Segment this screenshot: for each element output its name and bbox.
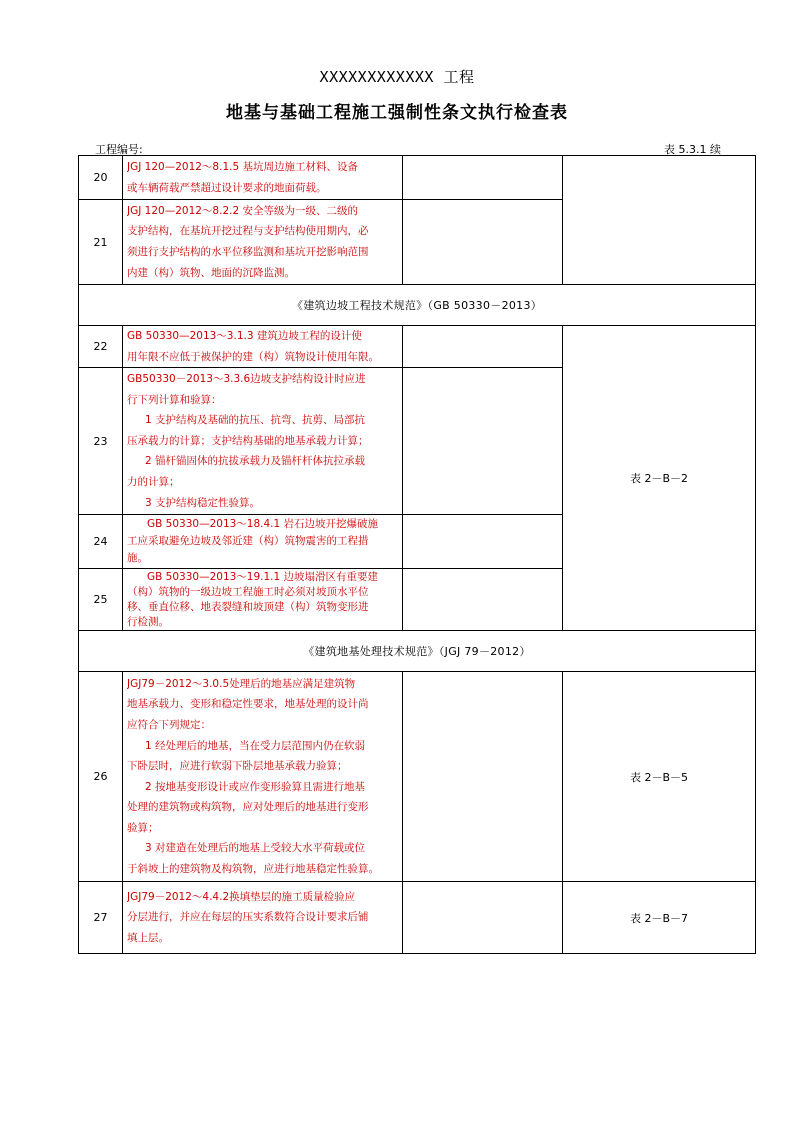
- clause-line: 行检测。: [127, 615, 169, 628]
- check-cell[interactable]: [403, 882, 563, 954]
- clause-line: 须进行支护结构的水平位移监测和基坑开挖影响范围: [127, 246, 369, 258]
- row-number: 26: [79, 672, 123, 882]
- ref-cell: [563, 156, 756, 285]
- clause-text: [123, 368, 403, 515]
- table-number: 表 5.3.1 续: [664, 143, 721, 156]
- clause-line: 3 对建造在处理后的地基上受较大水平荷载或位: [145, 842, 366, 855]
- clause-line: 移、垂直位移、地表裂缝和坡顶建（构）筑物变形进: [127, 600, 369, 613]
- clause-line: 力的计算；: [127, 476, 180, 489]
- clause-line: 3 支护结构稳定性验算。: [145, 496, 261, 509]
- clause-line: JGJ79－2012～3.0.5处理后的地基应满足建筑物: [127, 677, 356, 690]
- clause-line: 工应采取避免边坡及邻近建（构）筑物震害的工程措: [127, 535, 369, 548]
- clause-line: JGJ 120—2012～8.1.5 基坑周边施工材料、设备: [127, 160, 358, 173]
- ref-table: 表 2－B－2: [563, 326, 756, 631]
- clause-text: [123, 672, 403, 882]
- clause-line: （构）筑物的一级边坡工程施工时必须对坡顶水平位: [127, 585, 369, 598]
- clause-line: 内建（构）筑物、地面的沉降监测。: [127, 266, 295, 279]
- section-row: [79, 285, 756, 326]
- check-cell[interactable]: [403, 200, 563, 285]
- clause-line: GB 50330—2013～3.1.3 建筑边坡工程的设计使: [127, 330, 362, 342]
- row-number: 20: [79, 156, 123, 200]
- section-heading: 《建筑地基处理技术规范》（JGJ 79－2012）: [79, 631, 756, 672]
- clause-line: 1 经处理后的地基，当在受力层范围内仍在软弱: [145, 739, 366, 752]
- row-number: 21: [79, 200, 123, 285]
- section-heading: 《建筑边坡工程技术规范》（GB 50330－2013）: [79, 285, 756, 326]
- row-number: 23: [79, 368, 123, 515]
- section-row: [79, 631, 756, 672]
- check-cell[interactable]: [403, 569, 563, 631]
- clause-line: 应符合下列规定：: [127, 718, 211, 731]
- clause-line: 1 支护结构及基础的抗压、抗弯、抗剪、局部抗: [145, 414, 366, 427]
- row-number: 22: [79, 326, 123, 368]
- clause-text: [123, 200, 403, 285]
- check-cell[interactable]: [403, 326, 563, 368]
- check-cell[interactable]: [403, 368, 563, 515]
- clause-text: [123, 156, 403, 200]
- clause-line: 分层进行，并应在每层的压实系数符合设计要求后铺: [127, 911, 369, 924]
- clause-line: 验算；: [127, 821, 159, 834]
- form-title: 地基与基础工程施工强制性条文执行检查表: [226, 103, 568, 123]
- clause-line: 行下列计算和验算：: [127, 393, 222, 406]
- check-cell[interactable]: [403, 672, 563, 882]
- ref-table: 表 2－B－7: [563, 882, 756, 954]
- clause-line: GB 50330—2013～18.4.1 岩石边坡开挖爆破施: [147, 518, 379, 531]
- project-title: XXXXXXXXXXXX 工程: [319, 68, 475, 86]
- clause-line: 或车辆荷载严禁超过设计要求的地面荷载。: [127, 181, 327, 194]
- clause-line: GB 50330—2013～19.1.1 边坡塌滑区有重要建: [147, 570, 379, 583]
- clause-line: 支护结构，在基坑开挖过程与支护结构使用期内，必: [127, 225, 369, 238]
- clause-line: JGJ 120—2012～8.2.2 安全等级为一级、二级的: [127, 204, 358, 217]
- row-number: 27: [79, 882, 123, 954]
- clause-text: [123, 326, 403, 368]
- project-no-label: 工程编号:: [95, 143, 143, 156]
- clause-line: 于斜坡上的建筑物及构筑物，应进行地基稳定性验算。: [127, 863, 379, 876]
- check-cell[interactable]: [403, 156, 563, 200]
- clause-line: 2 按地基变形设计或应作变形验算且需进行地基: [145, 780, 366, 793]
- clause-line: 处理的建筑物或构筑物，应对处理后的地基进行变形: [127, 801, 369, 814]
- clause-line: 压承载力的计算；支护结构基础的地基承载力计算；: [127, 434, 369, 447]
- clause-line: GB50330－2013～3.3.6边坡支护结构设计时应进: [127, 373, 366, 386]
- table-row: [79, 882, 756, 954]
- clause-line: 用年限不应低于被保护的建（构）筑物设计使用年限。: [127, 350, 379, 363]
- inspection-table: [78, 155, 756, 954]
- row-number: 24: [79, 515, 123, 569]
- clause-line: 施。: [127, 552, 148, 565]
- table-row: [79, 672, 756, 882]
- clause-line: 下卧层时，应进行软弱下卧层地基承载力验算；: [127, 760, 348, 773]
- ref-table: 表 2－B－5: [563, 672, 756, 882]
- clause-line: JGJ79－2012～4.4.2换填垫层的施工质量检验应: [127, 890, 356, 903]
- clause-line: 填上层。: [127, 931, 169, 944]
- table-row: [79, 156, 756, 200]
- clause-text: [123, 882, 403, 954]
- clause-line: 地基承载力、变形和稳定性要求，地基处理的设计尚: [127, 698, 369, 711]
- check-cell[interactable]: [403, 515, 563, 569]
- row-number: 25: [79, 569, 123, 631]
- clause-text: [123, 569, 403, 631]
- clause-line: 2 锚杆锚固体的抗拔承载力及锚杆杆体抗拉承载: [145, 455, 366, 468]
- clause-text: [123, 515, 403, 569]
- table-row: [79, 326, 756, 368]
